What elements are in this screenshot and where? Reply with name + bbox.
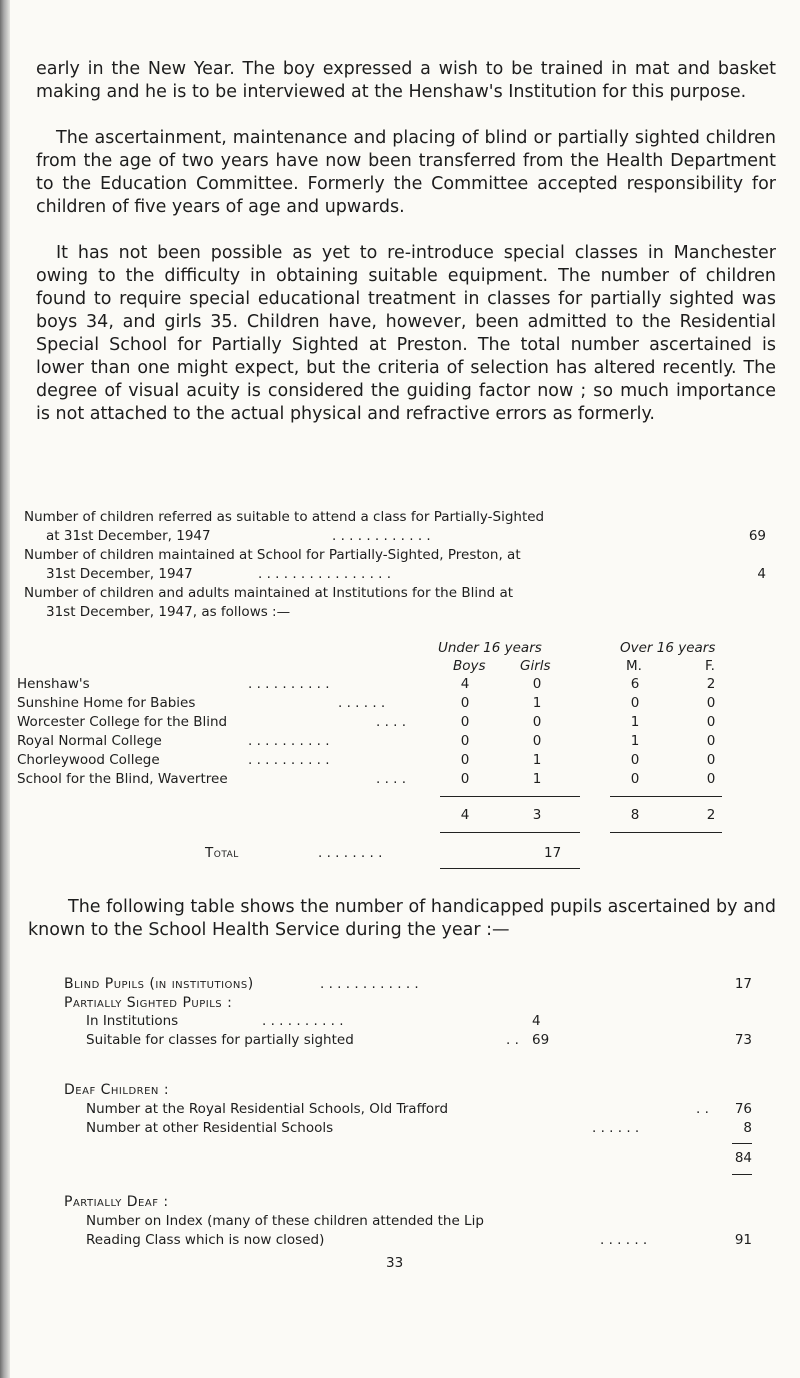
deaf-total-rule	[732, 1174, 752, 1175]
total-dots: . . . . . . . .	[318, 845, 383, 861]
book-spine-shadow	[0, 0, 10, 1378]
institution-name: Royal Normal College	[17, 733, 162, 749]
count-2-line1: Number of children maintained at School for Partially-Sighted, Preston, at	[24, 547, 521, 563]
institution-name: School for the Blind, Wavertree	[17, 771, 228, 787]
ps-institutions-value: 4	[532, 1013, 541, 1029]
institution-dots: . . . . . . . . . .	[248, 733, 330, 749]
institution-dots: . . . .	[376, 714, 407, 730]
header-under-16: Under 16 years	[438, 640, 542, 656]
total-girls: 3	[532, 807, 542, 823]
m-value: 0	[630, 752, 640, 768]
count-3-line1: Number of children and adults maintained at Institutions for the Blind at	[24, 585, 514, 601]
f-value: 2	[706, 676, 716, 692]
f-value: 0	[706, 714, 716, 730]
deaf-total: 84	[734, 1150, 752, 1166]
girls-value: 0	[532, 714, 542, 730]
f-value: 0	[706, 695, 716, 711]
blind-pupils-label: Blind Pupils (in institutions)	[64, 976, 254, 992]
girls-value: 1	[532, 752, 542, 768]
grand-total-rule	[440, 868, 580, 869]
girls-value: 0	[532, 733, 542, 749]
subtotal-rule-under	[440, 796, 580, 797]
institution-name: Worcester College for the Blind	[17, 714, 228, 730]
header-boys: Boys	[453, 658, 486, 674]
deaf-royal-value: 76	[734, 1101, 752, 1117]
count-2-value: 4	[757, 566, 766, 582]
header-over-16: Over 16 years	[620, 640, 716, 656]
institution-dots: . . . . . . . . . .	[248, 676, 330, 692]
partially-deaf-line1: Number on Index (many of these children attended the Lip	[86, 1213, 484, 1229]
page-number: 33	[386, 1255, 404, 1271]
header-girls: Girls	[520, 658, 551, 674]
count-1-line2: at 31st December, 1947	[46, 528, 211, 544]
deaf-royal-dots: . .	[696, 1101, 709, 1117]
ps-suitable-label: Suitable for classes for partially sighted	[86, 1032, 354, 1048]
m-value: 0	[630, 771, 640, 787]
header-m: M.	[626, 658, 642, 674]
boys-value: 0	[460, 733, 470, 749]
count-2-dots: . . . . . . . . . . . . . . . .	[258, 566, 392, 582]
partially-deaf-value: 91	[734, 1232, 752, 1248]
girls-value: 0	[532, 676, 542, 692]
header-f: F.	[705, 658, 715, 674]
institution-dots: . . . .	[376, 771, 407, 787]
f-value: 0	[706, 752, 716, 768]
total-boys: 4	[460, 807, 470, 823]
partially-deaf-label: Partially Deaf :	[64, 1194, 169, 1210]
handicapped-intro: The following table shows the number of handicapped pupils ascertained by and known to the School Health Service during the year :—	[28, 897, 776, 940]
deaf-other-dots: . . . . . .	[592, 1120, 640, 1136]
m-value: 1	[630, 714, 640, 730]
count-1-value: 69	[748, 528, 766, 544]
ps-suitable-value: 69	[532, 1032, 550, 1048]
f-value: 0	[706, 771, 716, 787]
institution-name: Chorleywood College	[17, 752, 160, 768]
count-2-line2: 31st December, 1947	[46, 566, 193, 582]
ps-institutions-dots: . . . . . . . . . .	[262, 1013, 344, 1029]
total-m: 8	[630, 807, 640, 823]
partially-sighted-label: Partially Sighted Pupils :	[64, 995, 233, 1011]
partially-deaf-dots: . . . . . .	[600, 1232, 648, 1248]
institution-dots: . . . . . .	[338, 695, 386, 711]
paragraph-1: early in the New Year. The boy expressed a wish to be trained in mat and basket making and he is to be interviewed at the Henshaw's Institution for this purpose.	[36, 59, 776, 102]
boys-value: 0	[460, 714, 470, 730]
total-rule-under	[440, 832, 580, 833]
deaf-other-value: 8	[743, 1120, 752, 1136]
boys-value: 0	[460, 752, 470, 768]
f-value: 0	[706, 733, 716, 749]
ps-total: 73	[734, 1032, 752, 1048]
boys-value: 4	[460, 676, 470, 692]
m-value: 1	[630, 733, 640, 749]
count-3-line2: 31st December, 1947, as follows :—	[46, 604, 291, 620]
institution-name: Sunshine Home for Babies	[17, 695, 196, 711]
total-rule-over	[610, 832, 722, 833]
boys-value: 0	[460, 771, 470, 787]
m-value: 6	[630, 676, 640, 692]
girls-value: 1	[532, 771, 542, 787]
institution-name: Henshaw's	[17, 676, 90, 692]
grand-total: 17	[544, 845, 562, 861]
count-1-line1: Number of children referred as suitable to attend a class for Partially-Sighted	[24, 509, 545, 525]
deaf-other-label: Number at other Residential Schools	[86, 1120, 334, 1136]
subtotal-rule-over	[610, 796, 722, 797]
count-1-dots: . . . . . . . . . . . .	[332, 528, 431, 544]
deaf-children-label: Deaf Children :	[64, 1082, 170, 1098]
partially-deaf-line2: Reading Class which is now closed)	[86, 1232, 325, 1248]
blind-pupils-dots: . . . . . . . . . . . .	[320, 976, 419, 992]
total-label: Total	[205, 845, 239, 861]
paragraph-3: It has not been possible as yet to re-introduce special classes in Manchester owing to the difficulty in obtaining suitable equipment. The number of children found to require special educational treatment in classes for partially sighted was boys 34, and girls 35. Children have, however, been admitted to the Residential Special School for Partially Sighted at Preston. The total number ascertained is lower than one might expect, but the criteria of selection has altered recently. The degree of visual acuity is considered the guiding factor now ; so much importance is not attached to the actual physical and refractive errors as formerly.	[36, 243, 776, 424]
ps-suitable-dots: . .	[506, 1032, 519, 1048]
paragraph-2: The ascertainment, maintenance and placing of blind or partially sighted children from the age of two years have now been transferred from the Health Department to the Education Committee. Formerly the Committee accepted responsibility for children of five years of age and upwards.	[36, 128, 776, 217]
girls-value: 1	[532, 695, 542, 711]
institution-dots: . . . . . . . . . .	[248, 752, 330, 768]
deaf-royal-label: Number at the Royal Residential Schools, Old Trafford	[86, 1101, 449, 1117]
boys-value: 0	[460, 695, 470, 711]
blind-pupils-value: 17	[734, 976, 752, 992]
total-f: 2	[706, 807, 716, 823]
ps-institutions-label: In Institutions	[86, 1013, 179, 1029]
deaf-subtotal-rule	[732, 1143, 752, 1144]
m-value: 0	[630, 695, 640, 711]
